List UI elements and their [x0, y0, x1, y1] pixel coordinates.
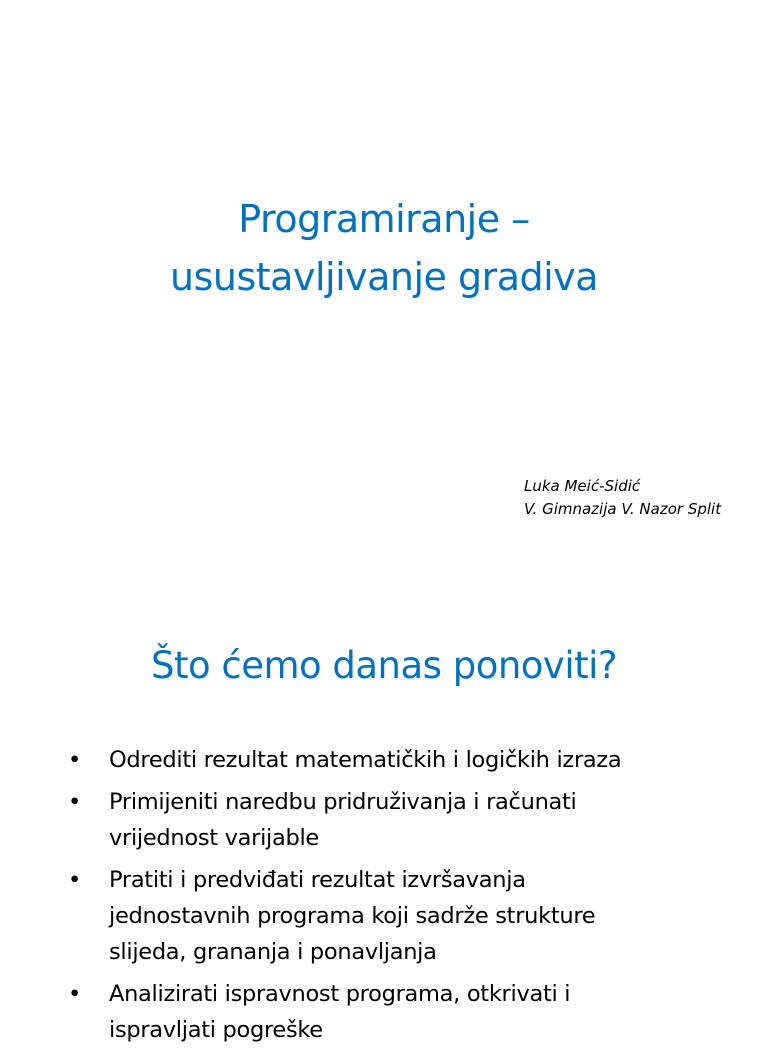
bullet-icon: •: [68, 867, 81, 893]
author-info: [524, 475, 721, 521]
bullet-line: Primijeniti naredbu pridruživanja i računati: [109, 789, 577, 815]
bullet-text: [109, 784, 708, 856]
list-item: [68, 976, 708, 1048]
bullet-text: [109, 742, 708, 778]
bullet-text: [109, 976, 708, 1048]
list-item: [68, 784, 708, 856]
content-slide: [0, 576, 768, 1043]
bullet-icon: •: [68, 747, 81, 773]
author-name: Luka Meić-Sidić: [524, 477, 641, 495]
list-item: [68, 742, 708, 778]
slide-heading: Što ćemo danas ponoviti?: [150, 644, 618, 687]
bullet-icon: •: [68, 981, 81, 1007]
bullet-line: vrijednost varijable: [109, 825, 319, 851]
bullet-icon: •: [68, 789, 81, 815]
slide-title: [0, 190, 768, 306]
bullet-line: jednostavnih programa koji sadrže strukture: [109, 903, 596, 929]
slide-title-line-1: Programiranje –: [238, 197, 530, 241]
bullet-line: Pratiti i predviđati rezultat izvršavanja: [109, 867, 526, 893]
list-item: [68, 862, 708, 970]
author-school: V. Gimnazija V. Nazor Split: [524, 500, 722, 518]
slide-title-line-2: usustavljivanje gradiva: [170, 255, 598, 299]
bullet-line: slijeda, grananja i ponavljanja: [109, 939, 437, 965]
bullet-text: [109, 862, 708, 970]
bullet-list: [68, 742, 708, 1054]
bullet-line: Analizirati ispravnost programa, otkrivati i: [109, 981, 571, 1007]
bullet-line: ispravljati pogreške: [109, 1017, 323, 1043]
bullet-line: Odrediti rezultat matematičkih i logičkih izraza: [109, 747, 622, 773]
